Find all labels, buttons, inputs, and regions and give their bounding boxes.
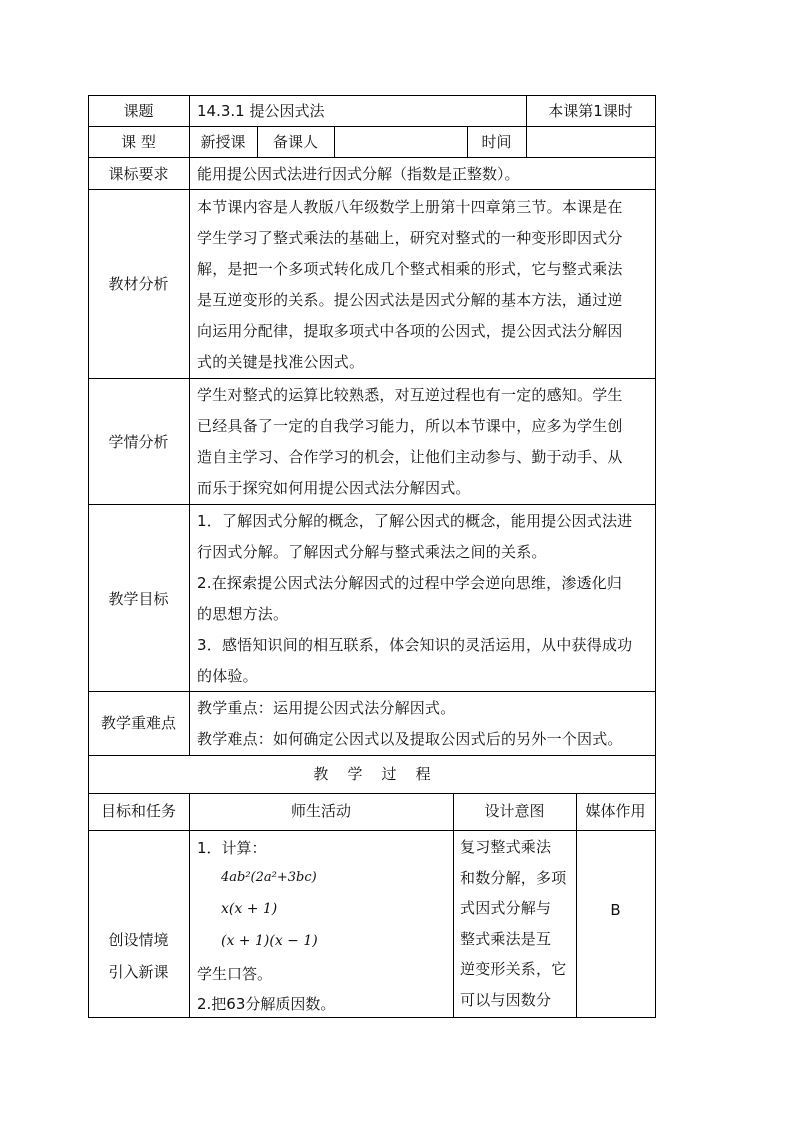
keypoints-line: 教学难点：如何确定公因式以及提取公因式后的另外一个因式。: [197, 730, 623, 748]
col-header-task: 目标和任务: [100, 802, 176, 820]
students-line: 已经具备了一定的自我学习能力，所以本节课中，应多为学生创: [197, 417, 623, 435]
rule-4: [88, 378, 656, 379]
textbook-line: 向运用分配律，提取多项式中各项的公因式，提公因式法分解因: [197, 322, 623, 340]
rule-8: [88, 793, 656, 794]
rule-2: [88, 157, 656, 158]
goals-text: [197, 506, 652, 692]
textbook-line: 本节课内容是人教版八年级数学上册第十四章第三节。本课是在: [197, 198, 623, 216]
goals-label: 教学目标: [108, 590, 169, 608]
rule-preparer-col: [334, 126, 335, 158]
goals-line: 3．感悟知识间的相互联系，体会知识的灵活运用，从中获得成功: [197, 636, 633, 654]
intent-text: [460, 832, 574, 1015]
col-header-intent: 设计意图: [484, 802, 545, 820]
keypoints-text: [197, 693, 652, 755]
textbook-text: [197, 192, 652, 378]
standard-label: 课标要求: [108, 165, 169, 183]
rule-proc-col1: [189, 793, 190, 1018]
students-text: [197, 380, 652, 504]
activity-item-2: 2.把63分解质因数。: [197, 995, 336, 1013]
intent-line: 可以与因数分: [460, 990, 552, 1009]
standard-text: 能用提公因式法进行因式分解（指数是正整数）。: [197, 165, 520, 183]
intent-line: 式因式分解与: [460, 899, 552, 917]
activity-expr-3: (x + 1)(x − 1): [221, 933, 318, 949]
goals-line: 行因式分解。了解因式分解与整式乘法之间的关系。: [197, 543, 547, 561]
rule-1: [88, 126, 656, 127]
activity-item-1: 1．计算：: [197, 839, 267, 857]
textbook-label: 教材分析: [108, 275, 169, 293]
process-title: 教 学 过 程: [313, 765, 431, 783]
intent-line: 整式乘法是互: [460, 929, 552, 948]
activity-oral: 学生口答。: [197, 965, 273, 983]
goals-line: 的思想方法。: [197, 605, 289, 623]
keypoints-label: 教学重难点: [100, 714, 176, 732]
students-line: 而乐于探究如何用提公因式法分解因式。: [197, 479, 471, 497]
rule-3: [88, 189, 656, 190]
time-label: 时间: [481, 133, 512, 151]
rule-proc-col2: [453, 793, 454, 1018]
textbook-line: 式的关键是找准公因式。: [197, 353, 365, 371]
students-label: 学情分析: [108, 433, 169, 451]
goals-line: 的体验。: [197, 667, 258, 685]
task-line: 引入新课: [108, 963, 169, 981]
preparer-label: 备课人: [272, 133, 318, 151]
col-header-activity: 师生活动: [290, 802, 351, 820]
rule-left: [88, 95, 89, 1018]
rule-5: [88, 504, 656, 505]
type-label: 课 型: [121, 133, 156, 151]
intent-line: 逆变形关系，它: [460, 960, 567, 978]
textbook-line: 是互逆变形的关系。提公因式法是因式分解的基本方法，通过逆: [197, 291, 623, 309]
rule-7: [88, 755, 656, 756]
topic-value: 14.3.1 提公因式法: [197, 102, 325, 120]
rule-label-col: [189, 95, 190, 756]
activity-expr-2: x(x + 1): [221, 901, 278, 917]
textbook-line: 解，是把一个多项式转化成几个整式相乘的形式，它与整式乘法: [197, 260, 623, 278]
rule-9: [88, 830, 656, 831]
activity-expr-1: 4ab²(2a²+3bc): [221, 870, 317, 885]
textbook-line: 学生学习了整式乘法的基础上，研究对整式的一种变形即因式分: [197, 229, 623, 247]
rule-top: [88, 95, 656, 96]
students-line: 造自主学习、合作学习的机会，让他们主动参与、勤于动手、从: [197, 448, 623, 466]
col-header-media: 媒体作用: [585, 802, 646, 820]
intent-line: 和数分解，多项: [460, 868, 567, 887]
period-text: 本课第1课时: [548, 102, 633, 120]
type-value: 新授课: [200, 133, 246, 151]
task-line: 创设情境: [108, 931, 169, 949]
goals-line: 1．了解因式分解的概念，了解公因式的概念，能用提公因式法进: [197, 512, 633, 530]
rule-timeval-col: [526, 126, 527, 158]
rule-bottom: [88, 1017, 656, 1018]
intent-line: 复习整式乘法: [460, 838, 552, 856]
topic-label: 课题: [123, 102, 154, 120]
rule-right: [655, 95, 656, 1018]
students-line: 学生对整式的运算比较熟悉，对互逆过程也有一定的感知。学生: [197, 386, 623, 404]
keypoints-line: 教学重点：运用提公因式法分解因式。: [197, 699, 456, 717]
goals-line: 2.在探索提公因式法分解因式的过程中学会逆向思维，渗透化归: [197, 574, 623, 592]
media-value: B: [610, 901, 621, 919]
